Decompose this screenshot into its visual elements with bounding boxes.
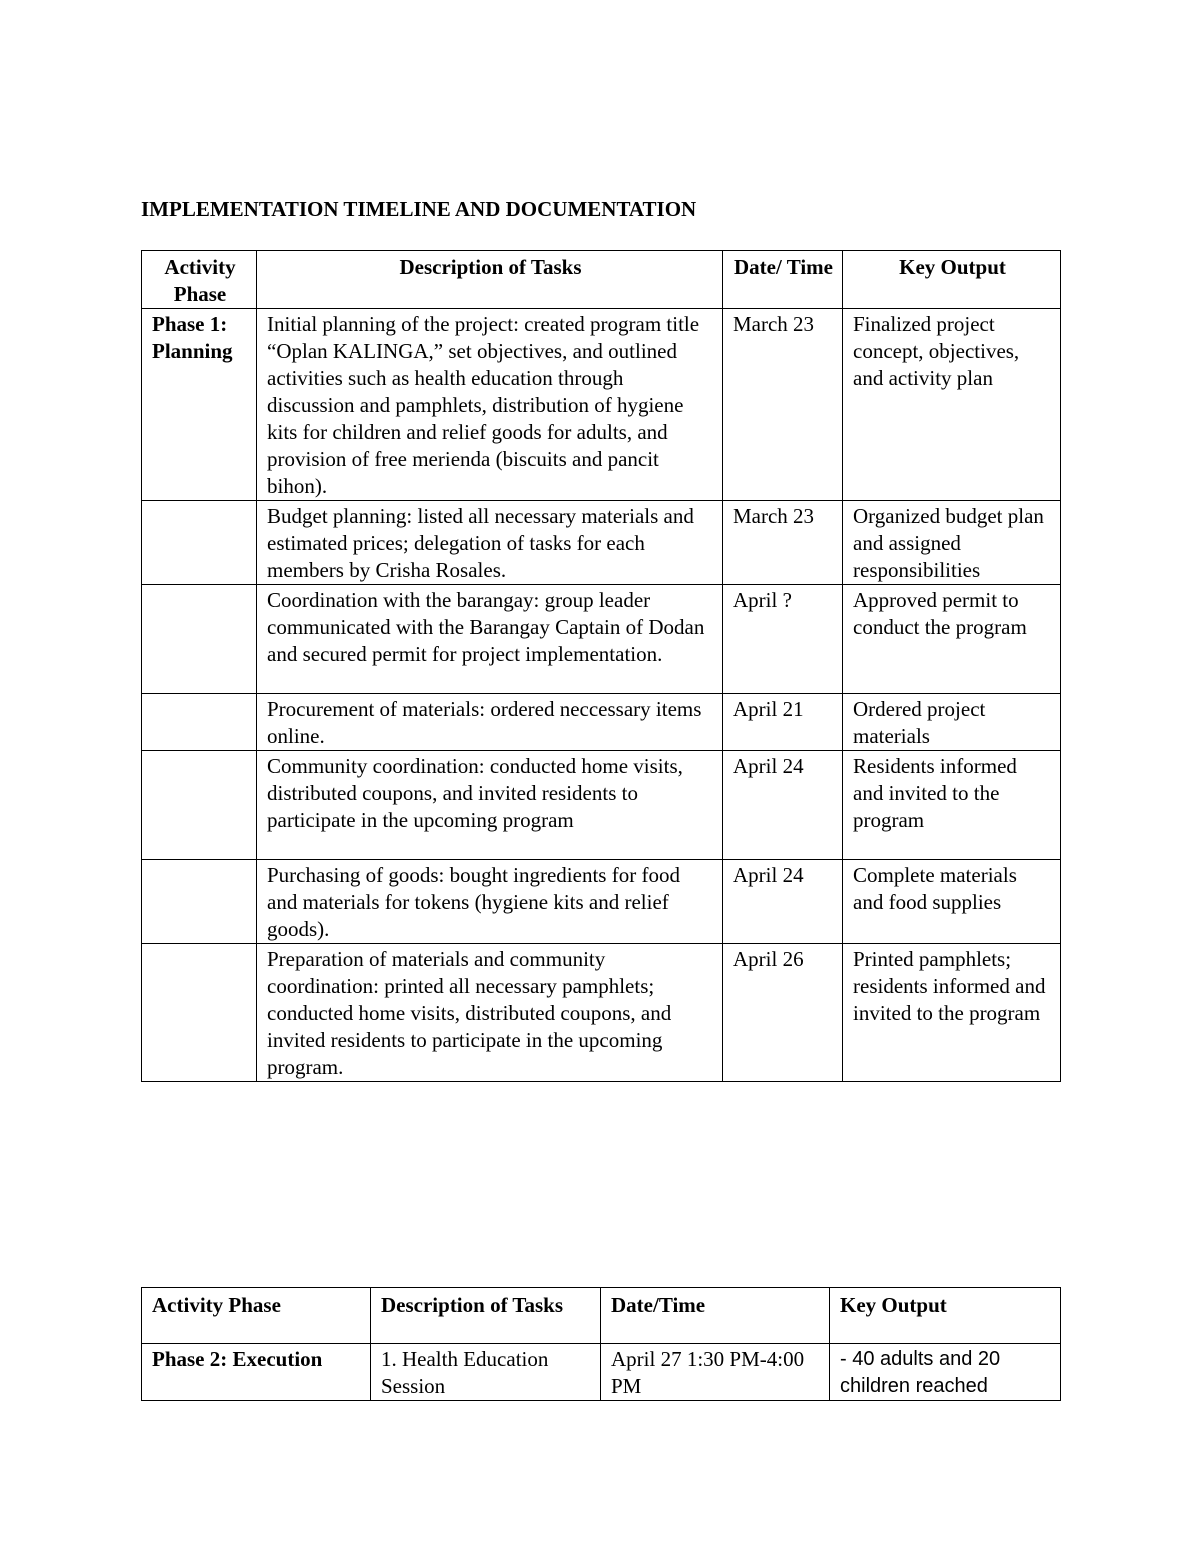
cell-phase: Phase 1: Planning xyxy=(142,309,257,501)
cell-phase xyxy=(142,751,257,860)
cell-description: Procurement of materials: ordered neccessary items online. xyxy=(257,694,723,751)
cell-description: Initial planning of the project: created program title “Oplan KALINGA,” set objectives, and outlined activities such as health education through discussion and pamphlets, distribution of hygiene kits for children and relief goods for adults, and provision of free merienda (biscuits and pancit bihon). xyxy=(257,309,723,501)
cell-phase xyxy=(142,501,257,585)
cell-description: Community coordination: conducted home visits, distributed coupons, and invited residents to participate in the upcoming program xyxy=(257,751,723,860)
header-key-output: Key Output xyxy=(843,251,1061,309)
cell-date: March 23 xyxy=(723,501,843,585)
table-row xyxy=(142,309,1061,501)
cell-date: March 23 xyxy=(723,309,843,501)
table-header-row xyxy=(142,251,1061,309)
header-description: Description of Tasks xyxy=(257,251,723,309)
table-row xyxy=(142,944,1061,1082)
cell-output: Approved permit to conduct the program xyxy=(843,585,1061,694)
document-title: IMPLEMENTATION TIMELINE AND DOCUMENTATION xyxy=(141,197,697,221)
cell-date: April 27 1:30 PM-4:00 PM xyxy=(601,1344,830,1401)
cell-output: Residents informed and invited to the program xyxy=(843,751,1061,860)
cell-date: April 24 xyxy=(723,860,843,944)
cell-phase xyxy=(142,694,257,751)
cell-phase xyxy=(142,860,257,944)
cell-description: Purchasing of goods: bought ingredients for food and materials for tokens (hygiene kits and relief goods). xyxy=(257,860,723,944)
header-date-time: Date/Time xyxy=(601,1288,830,1344)
cell-phase: Phase 2: Execution xyxy=(142,1344,371,1401)
table-row xyxy=(142,694,1061,751)
cell-phase xyxy=(142,944,257,1082)
table-row xyxy=(142,751,1061,860)
table-row xyxy=(142,860,1061,944)
cell-description: Coordination with the barangay: group leader communicated with the Barangay Captain of Dodan and secured permit for project implementation. xyxy=(257,585,723,694)
header-activity-phase: Activity Phase xyxy=(142,1288,371,1344)
table-row xyxy=(142,585,1061,694)
cell-description: Budget planning: listed all necessary materials and estimated prices; delegation of tasks for each members by Crisha Rosales. xyxy=(257,501,723,585)
table-header-row xyxy=(142,1288,1061,1344)
cell-description: 1. Health Education Session xyxy=(371,1344,601,1401)
cell-output: Printed pamphlets; residents informed and invited to the program xyxy=(843,944,1061,1082)
cell-date: April 21 xyxy=(723,694,843,751)
cell-phase xyxy=(142,585,257,694)
cell-date: April ? xyxy=(723,585,843,694)
header-date-time: Date/ Time xyxy=(723,251,843,309)
header-description: Description of Tasks xyxy=(371,1288,601,1344)
cell-output: Complete materials and food supplies xyxy=(843,860,1061,944)
cell-output: Organized budget plan and assigned responsibilities xyxy=(843,501,1061,585)
cell-output: - 40 adults and 20 children reached xyxy=(830,1344,1061,1401)
cell-output: Finalized project concept, objectives, and activity plan xyxy=(843,309,1061,501)
timeline-table-phase-2 xyxy=(141,1287,1061,1401)
cell-date: April 26 xyxy=(723,944,843,1082)
timeline-table-phase-1 xyxy=(141,250,1061,1082)
table-row xyxy=(142,501,1061,585)
header-key-output: Key Output xyxy=(830,1288,1061,1344)
table-row xyxy=(142,1344,1061,1401)
cell-date: April 24 xyxy=(723,751,843,860)
cell-description: Preparation of materials and community coordination: printed all necessary pamphlets; conducted home visits, distributed coupons, and invited residents to participate in the upcoming program. xyxy=(257,944,723,1082)
cell-output: Ordered project materials xyxy=(843,694,1061,751)
header-activity-phase: Activity Phase xyxy=(142,251,257,309)
